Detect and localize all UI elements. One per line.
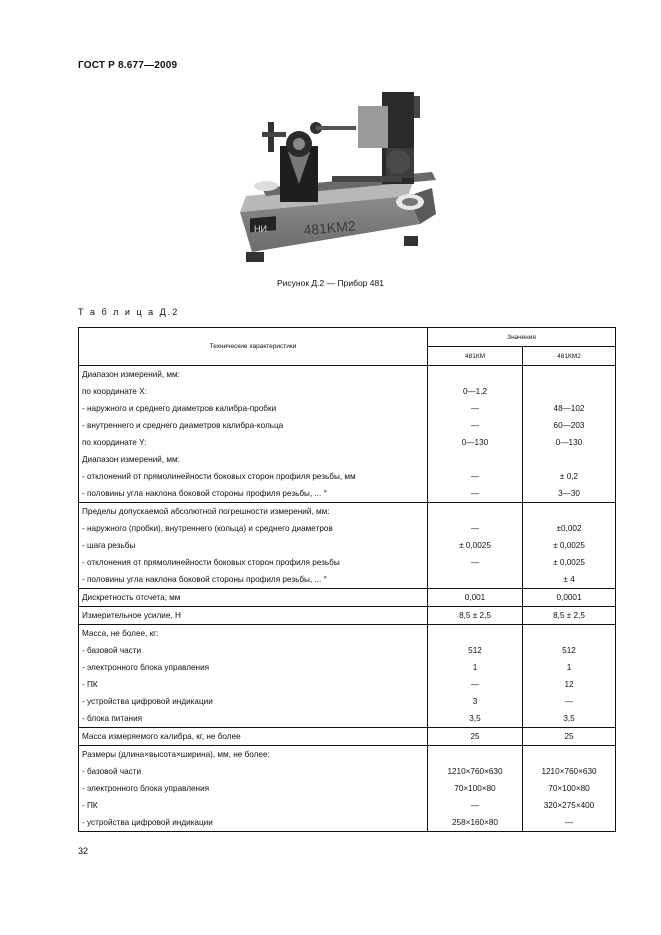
row-value: — [470, 421, 480, 430]
row-label: - блока питания [82, 714, 143, 723]
row-value [428, 746, 522, 763]
row-label: - внутреннего и среднего диаметров калибра-кольца [82, 421, 284, 430]
value-481km-cell [428, 607, 523, 625]
value-481km-cell [428, 366, 523, 503]
row-label: - базовой части [82, 767, 142, 776]
table-row [79, 607, 616, 625]
document-header: ГОСТ Р 8.677—2009 [78, 60, 178, 71]
row-label: Измерительное усилие, Н [82, 611, 181, 620]
row-value [523, 366, 615, 383]
row-label: - шага резьбы [82, 541, 136, 550]
row-value: 0—1,2 [462, 387, 488, 396]
row-label: - ПК [82, 801, 98, 810]
row-value: — [470, 472, 480, 481]
value-481km-cell [428, 589, 523, 607]
row-value: 60—203 [553, 421, 585, 430]
table-row [79, 746, 616, 832]
row-value: 258×160×80 [452, 818, 498, 827]
row-value [523, 383, 615, 400]
row-label: - отклонения от прямолинейности боковых сторон профиля резьбы [82, 558, 340, 567]
row-value: 0,001 [464, 593, 486, 602]
row-value: — [564, 818, 574, 827]
row-label: - ПК [82, 680, 98, 689]
row-label: Масса измеряемого калибра, кг, не более [82, 732, 241, 741]
value-481km2-cell [523, 746, 616, 832]
row-value [428, 571, 522, 588]
row-value [428, 625, 522, 642]
value-481km-cell [428, 728, 523, 746]
row-value: 512 [468, 646, 482, 655]
row-label: - половины угла наклона боковой стороны профиля резьбы, ... ° [82, 489, 327, 498]
row-value: 3,5 [563, 714, 575, 723]
row-value: 3,5 [469, 714, 481, 723]
row-value: 70×100×80 [548, 784, 590, 793]
row-value: 12 [564, 680, 574, 689]
page-number: 32 [78, 846, 89, 856]
row-value: — [470, 404, 480, 413]
row-value: — [470, 524, 480, 533]
spec-table [78, 327, 616, 832]
row-value: — [564, 697, 574, 706]
row-label: - базовой части [82, 646, 142, 655]
row-value: 0—130 [555, 438, 583, 447]
row-value: 8,5 ± 2,5 [553, 611, 585, 620]
row-value: ± 4 [563, 575, 575, 584]
value-481km2-cell [523, 625, 616, 728]
row-label: - наружного (пробки), внутреннего (кольца) и среднего диаметров [82, 524, 333, 533]
row-label: - наружного и среднего диаметров калибра-пробки [82, 404, 277, 413]
value-481km2-cell [523, 607, 616, 625]
row-value: 25 [564, 732, 574, 741]
row-value [428, 503, 522, 520]
row-label: по координате Y: [82, 438, 147, 447]
value-481km-cell [428, 503, 523, 589]
row-value: — [470, 489, 480, 498]
row-value: 512 [562, 646, 576, 655]
row-value: 1210×760×630 [447, 767, 503, 776]
row-value [523, 451, 615, 468]
figure-caption: Рисунок Д.2 — Прибор 481 [277, 278, 384, 288]
row-label: - устройства цифровой индикации [82, 818, 213, 827]
header-characteristics: Технические характеристики [79, 328, 428, 366]
row-value: 0—130 [461, 438, 489, 447]
row-value [523, 503, 615, 520]
row-label: по координате X: [82, 387, 147, 396]
row-value: ± 0,0025 [459, 541, 491, 550]
row-label: Диапазон измерений, мм: [82, 455, 180, 464]
table-row [79, 366, 616, 503]
row-label: Размеры (длина×высота×ширина), мм, не более: [82, 750, 270, 759]
row-label: Дискретность отсчета, мм [82, 593, 181, 602]
row-value: 320×275×400 [543, 801, 595, 810]
row-value: 1 [566, 663, 572, 672]
characteristic-cell [79, 366, 428, 503]
characteristic-cell [79, 746, 428, 832]
row-label: - устройства цифровой индикации [82, 697, 213, 706]
row-label: - электронного блока управления [82, 663, 210, 672]
row-value: 3—30 [558, 489, 580, 498]
row-value: 25 [470, 732, 480, 741]
device-logo: НИ [254, 224, 267, 234]
row-value: 0,0001 [556, 593, 582, 602]
row-label: - отклонений от прямолинейности боковых сторон профиля резьбы, мм [82, 472, 356, 481]
row-value [428, 451, 522, 468]
value-481km-cell [428, 746, 523, 832]
header-col-481km: 481КМ [428, 347, 523, 366]
row-value: — [470, 680, 480, 689]
characteristic-cell [79, 625, 428, 728]
value-481km2-cell [523, 366, 616, 503]
characteristic-cell [79, 503, 428, 589]
table-row [79, 503, 616, 589]
row-value: 1210×760×630 [541, 767, 597, 776]
value-481km2-cell [523, 503, 616, 589]
row-value: ± 0,0025 [553, 541, 585, 550]
device-model-label: 481KM2 [302, 217, 357, 238]
row-label: Диапазон измерений, мм: [82, 370, 180, 379]
row-value: 8,5 ± 2,5 [459, 611, 491, 620]
table-row [79, 728, 616, 746]
row-value: — [470, 558, 480, 567]
row-value: 70×100×80 [454, 784, 496, 793]
row-value [428, 366, 522, 383]
row-label: Масса, не более, кг: [82, 629, 159, 638]
row-value: ± 0,2 [559, 472, 579, 481]
row-value: ±0,002 [556, 524, 582, 533]
header-values: Значения [428, 328, 616, 347]
header-col-481km2: 481КМ2 [523, 347, 616, 366]
row-value [523, 625, 615, 642]
characteristic-cell [79, 728, 428, 746]
row-label: - электронного блока управления [82, 784, 210, 793]
device-photo [232, 84, 444, 270]
value-481km2-cell [523, 728, 616, 746]
value-481km-cell [428, 625, 523, 728]
row-value: 1 [472, 663, 478, 672]
row-label: - половины угла наклона боковой стороны профиля резьбы, ... ° [82, 575, 327, 584]
characteristic-cell [79, 607, 428, 625]
characteristic-cell [79, 589, 428, 607]
row-value: — [470, 801, 480, 810]
table-row [79, 589, 616, 607]
table-row [79, 625, 616, 728]
row-value: 48—102 [553, 404, 585, 413]
value-481km2-cell [523, 589, 616, 607]
table-title: Т а б л и ц а Д.2 [78, 307, 180, 317]
row-label: Пределы допускаемой абсолютной погрешности измерений, мм: [82, 507, 330, 516]
row-value: ± 0,0025 [553, 558, 585, 567]
row-value [523, 746, 615, 763]
row-value: 3 [472, 697, 478, 706]
